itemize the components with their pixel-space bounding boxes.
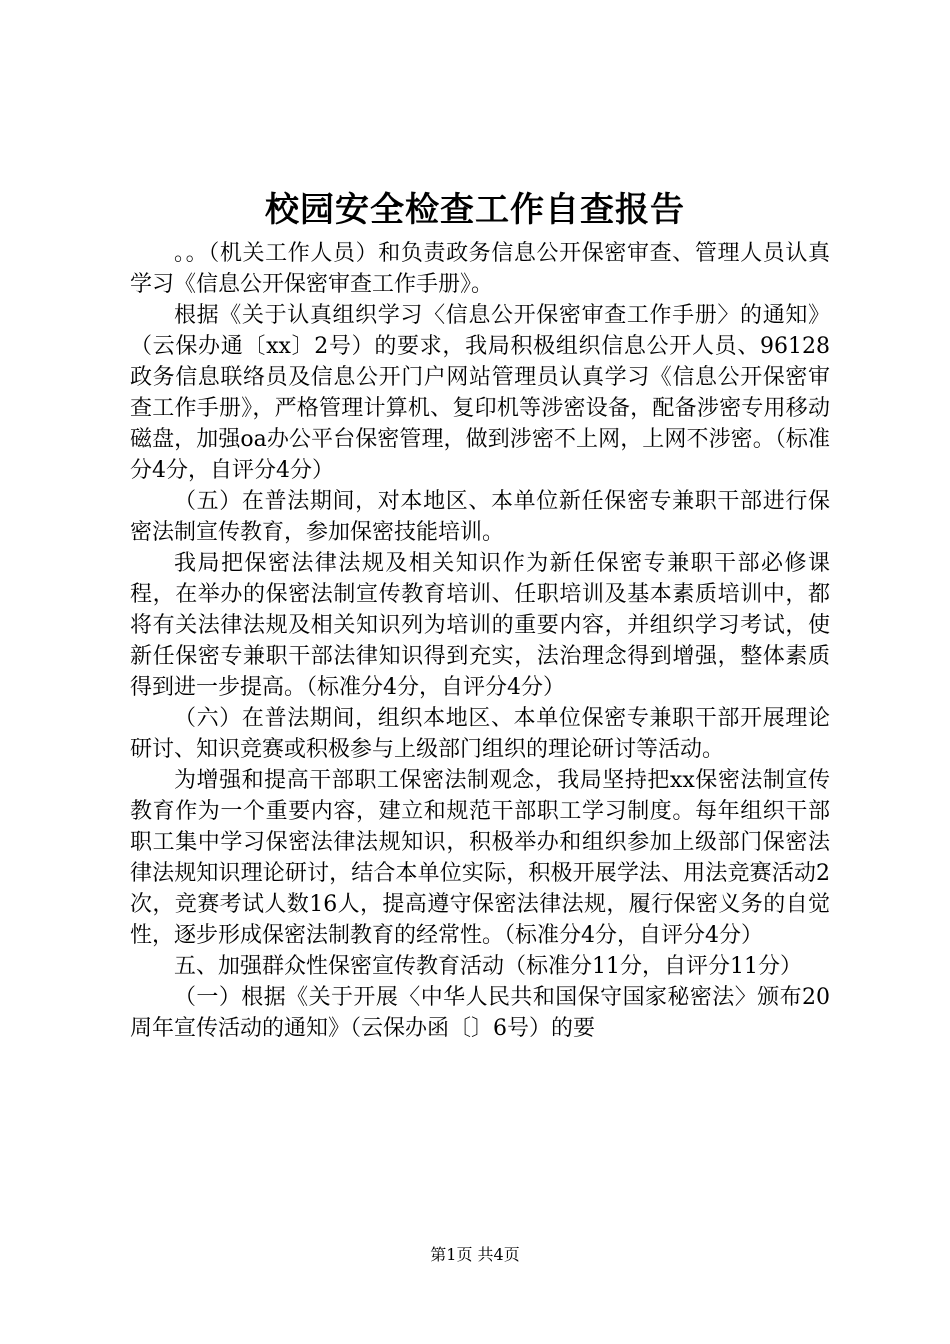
page-number-footer: 第1页 共4页	[430, 1245, 520, 1264]
paragraph: （六）在普法期间，组织本地区、本单位保密专兼职干部开展理论研讨、知识竞赛或积极参与上级部门组织的理论研讨等活动。	[130, 706, 830, 762]
document-body	[130, 238, 830, 1044]
paragraph: 为增强和提高干部职工保密法制观念，我局坚持把xx保密法制宣传教育作为一个重要内容，建立和规范干部职工学习制度。每年组织干部职工集中学习保密法律法规知识，积极举办和组织参加上级部门保密法律法规知识理论研讨，结合本单位实际，积极开展学法、用法竞赛活动2次，竞赛考试人数16人，提高遵守保密法律法规，履行保密义务的自觉性，逐步形成保密法制教育的经常性。（标准分4分，自评分4分）	[130, 768, 830, 948]
paragraph: 我局把保密法律法规及相关知识作为新任保密专兼职干部必修课程，在举办的保密法制宣传教育培训、任职培训及基本素质培训中，都将有关法律法规及相关知识列为培训的重要内容，并组织学习考试，使新任保密专兼职干部法律知识得到充实，法治理念得到增强，整体素质得到进一步提高。（标准分4分，自评分4分）	[130, 551, 830, 700]
paragraph: 根据《关于认真组织学习〈信息公开保密审查工作手册〉的通知》（云保办通〔xx〕2号）的要求，我局积极组织信息公开人员、96128政务信息联络员及信息公开门户网站管理员认真学习《信息公开保密审查工作手册》，严格管理计算机、复印机等涉密设备，配备涉密专用移动磁盘，加强oa办公平台保密管理，做到涉密不上网，上网不涉密。（标准分4分，自评分4分）	[130, 303, 830, 483]
paragraph: （五）在普法期间，对本地区、本单位新任保密专兼职干部进行保密法制宣传教育，参加保密技能培训。	[130, 489, 830, 545]
paragraph: 五、加强群众性保密宣传教育活动（标准分11分，自评分11分）	[174, 954, 802, 979]
document-title: 校园安全检查工作自查报告	[265, 190, 685, 230]
paragraph: 。。（机关工作人员）和负责政务信息公开保密审查、管理人员认真学习《信息公开保密审查工作手册》。	[130, 241, 830, 297]
paragraph: （一）根据《关于开展〈中华人民共和国保守国家秘密法〉颁布20周年宣传活动的通知》（云保办函〔〕6号）的要	[130, 985, 830, 1041]
